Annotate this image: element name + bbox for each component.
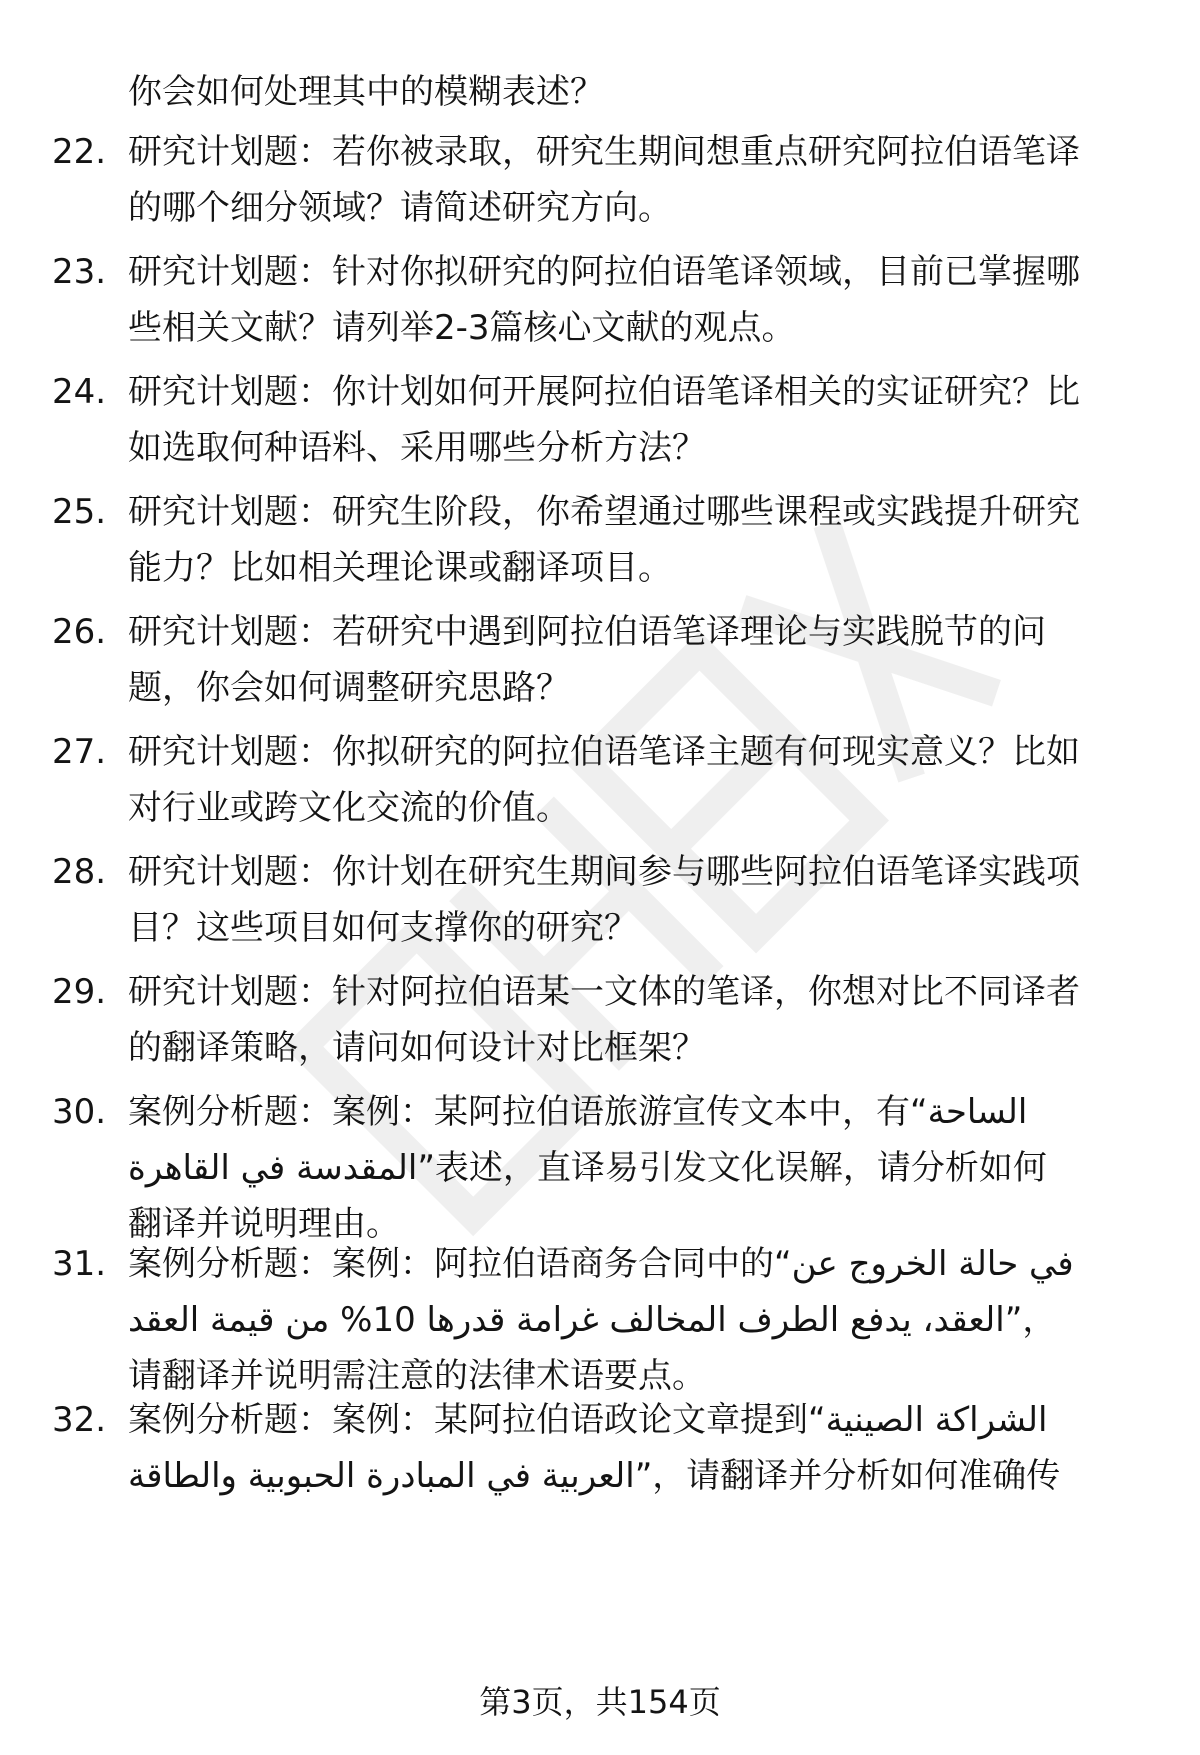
item-text: [128, 244, 1138, 356]
item-number: 26.: [52, 612, 107, 652]
text-line: العقد، يدفع الطرف المخالف غرامة قدرها 10% من قيمة العقد”，: [128, 1300, 1057, 1340]
item-text: [128, 484, 1138, 596]
item-text: [128, 124, 1138, 236]
text-line: 翻译并说明理由。: [128, 1204, 400, 1244]
text-line: 研究计划题：若你被录取，研究生期间想重点研究阿拉伯语笔译: [128, 132, 1080, 172]
item-number: 22.: [52, 132, 107, 172]
text-line: 研究计划题：你计划如何开展阿拉伯语笔译相关的实证研究？比: [128, 372, 1080, 412]
text-line: 目？这些项目如何支撑你的研究？: [128, 908, 638, 948]
item-text: [128, 1392, 1138, 1504]
text-line: 研究计划题：针对阿拉伯语某一文体的笔译，你想对比不同译者: [128, 972, 1080, 1012]
item-number: 30.: [52, 1092, 107, 1132]
text-line: 的翻译策略，请问如何设计对比框架？: [128, 1028, 706, 1068]
continued-text: 你会如何处理其中的模糊表述？: [128, 72, 604, 112]
text-line: 研究计划题：若研究中遇到阿拉伯语笔译理论与实践脱节的问: [128, 612, 1046, 652]
text-line: 案例分析题：案例：某阿拉伯语政论文章提到“الشراكة الصينية: [128, 1400, 1048, 1440]
text-line: المقدسة في القاهرة”表述，直译易引发文化误解，请分析如何: [128, 1148, 1047, 1188]
text-line: 案例分析题：案例：某阿拉伯语旅游宣传文本中，有“الساحة: [128, 1092, 1028, 1132]
item-number: 25.: [52, 492, 107, 532]
item-text: [128, 964, 1138, 1076]
text-line: 研究计划题：你拟研究的阿拉伯语笔译主题有何现实意义？比如: [128, 732, 1080, 772]
text-line: 的哪个细分领域？请简述研究方向。: [128, 188, 672, 228]
item-number: 28.: [52, 852, 107, 892]
text-line: 研究计划题：研究生阶段，你希望通过哪些课程或实践提升研究: [128, 492, 1080, 532]
item-number: 27.: [52, 732, 107, 772]
page-number-footer: 第3页，共154页: [479, 1683, 721, 1721]
item-text: [128, 364, 1138, 476]
item-number: 24.: [52, 372, 107, 412]
item-number: 32.: [52, 1400, 107, 1440]
item-text: [128, 844, 1138, 956]
item-text: [128, 1236, 1138, 1404]
item-text: [128, 724, 1138, 836]
item-number: 29.: [52, 972, 107, 1012]
text-line: 研究计划题：你计划在研究生期间参与哪些阿拉伯语笔译实践项: [128, 852, 1080, 892]
text-line: 如选取何种语料、采用哪些分析方法？: [128, 428, 706, 468]
text-line: 请翻译并说明需注意的法律术语要点。: [128, 1356, 706, 1396]
item-text: [128, 604, 1138, 716]
text-line: 案例分析题：案例：阿拉伯语商务合同中的“في حالة الخروج عن: [128, 1244, 1074, 1284]
item-text: [128, 1084, 1138, 1252]
text-line: 题，你会如何调整研究思路？: [128, 668, 570, 708]
text-line: العربية في المبادرة الحبوبية والطاقة”，请翻译并分析如何准确传: [128, 1456, 1061, 1496]
item-number: 31.: [52, 1244, 107, 1284]
item-number: 23.: [52, 252, 107, 292]
text-line: 能力？比如相关理论课或翻译项目。: [128, 548, 672, 588]
text-line: 些相关文献？请列举2-3篇核心文献的观点。: [128, 308, 796, 348]
text-line: 对行业或跨文化交流的价值。: [128, 788, 570, 828]
text-line: 研究计划题：针对你拟研究的阿拉伯语笔译领域，目前已掌握哪: [128, 252, 1080, 292]
